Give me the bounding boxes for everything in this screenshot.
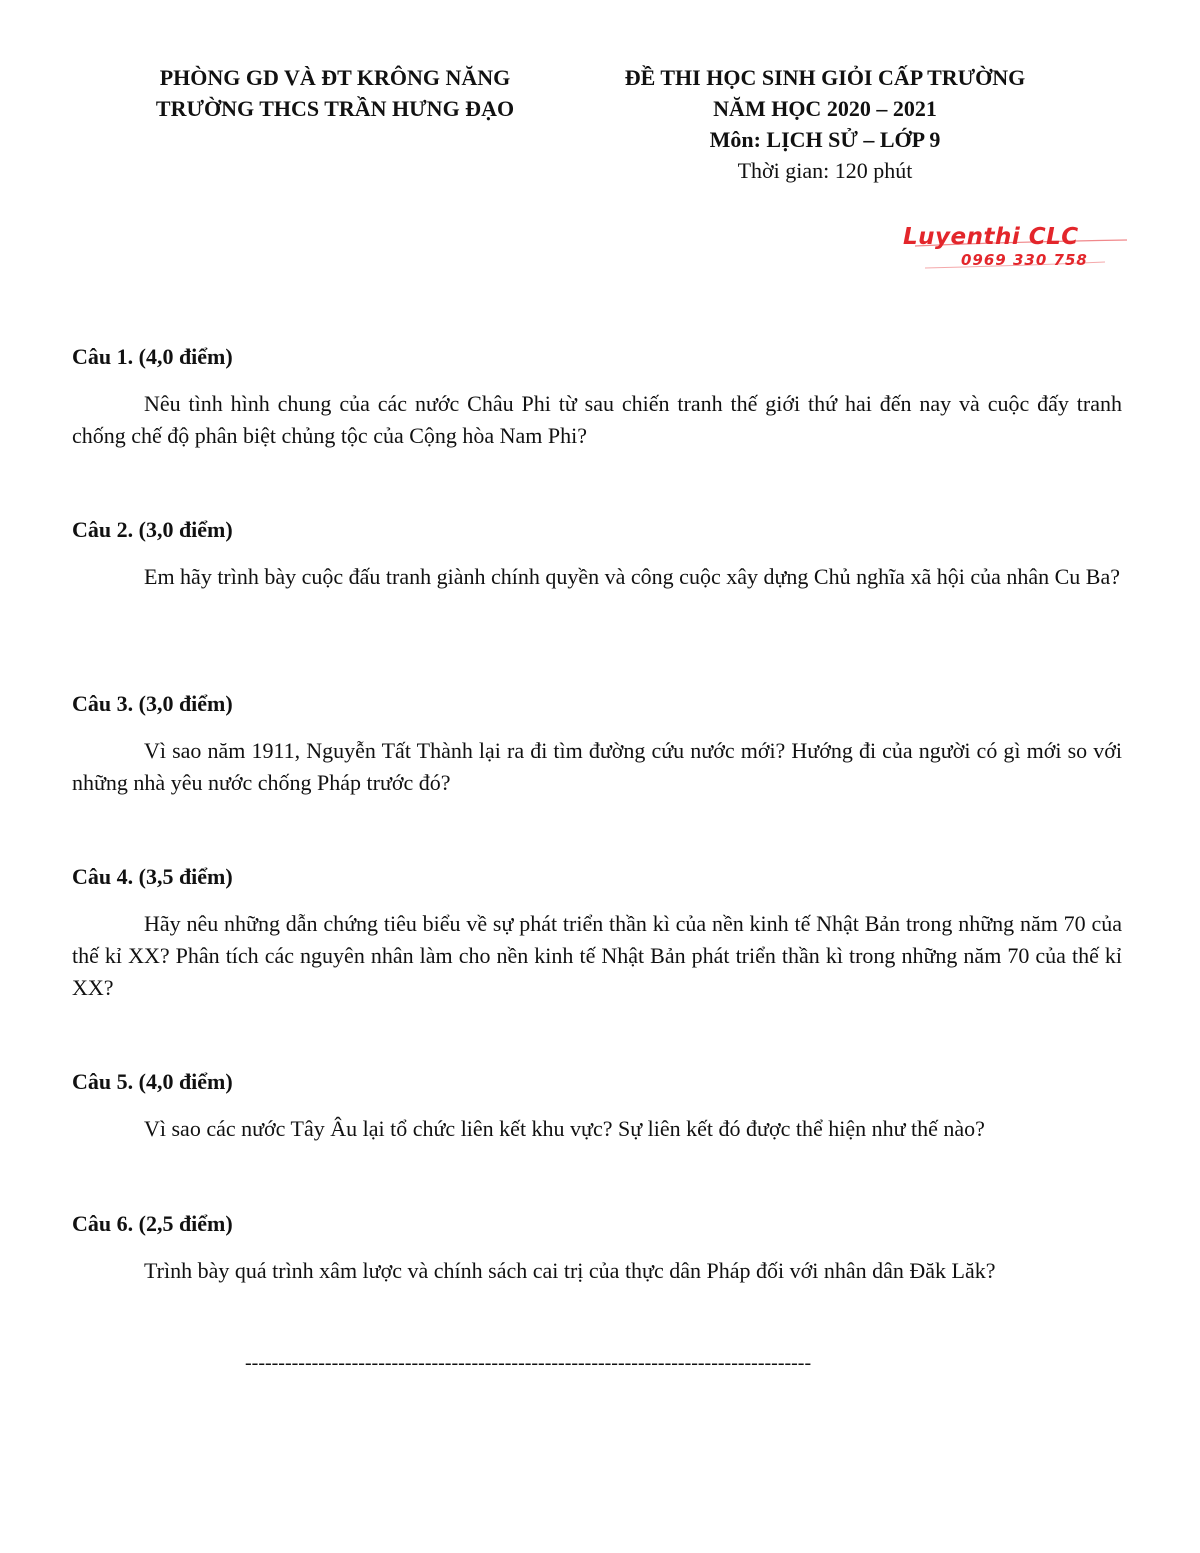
question-title: Câu 5. (4,0 điểm) [72, 1069, 233, 1094]
question-4 [72, 862, 1122, 1004]
question-body: Nêu tình hình chung của các nước Châu Phi từ sau chiến tranh thế giới thứ hai đến nay và cuộc đấy tranh chống chế độ phân biệt chủng tộc của Cộng hòa Nam Phi? [72, 391, 1122, 448]
question-title: Câu 4. (3,5 điểm) [72, 864, 233, 889]
question-title: Câu 6. (2,5 điểm) [72, 1211, 233, 1236]
question-body: Em hãy trình bày cuộc đấu tranh giành chính quyền và công cuộc xây dựng Chủ nghĩa xã hội của nhân Cu Ba? [144, 564, 1120, 589]
question-6 [72, 1209, 1122, 1287]
question-body: Trình bày quá trình xâm lược và chính sách cai trị của thực dân Pháp đối với nhân dân Đăk Lăk? [144, 1258, 996, 1283]
question-title: Câu 1. (4,0 điểm) [72, 344, 233, 369]
exam-subject: Môn: LỊCH SỬ – LỚP 9 [709, 127, 941, 152]
question-body: Hãy nêu những dẫn chứng tiêu biểu về sự phát triển thần kì của nền kinh tế Nhật Bản trong những năm 70 của thế kỉ XX? Phân tích các nguyên nhân làm cho nền kinh tế Nhật Bản phát triển thần kì trong những năm 70 của thế kỉ XX? [72, 911, 1122, 1000]
school-year: NĂM HỌC 2020 – 2021 [713, 96, 937, 121]
question-title: Câu 2. (3,0 điểm) [72, 517, 233, 542]
logo-name: Luyenthi CLC [903, 224, 1079, 250]
logo-phone: 0969 330 758 [961, 251, 1088, 269]
exam-header [570, 62, 1080, 186]
question-5 [72, 1067, 1122, 1145]
end-divider: ------------------------------------------------------------------------------------- [245, 1352, 812, 1374]
exam-duration: Thời gian: 120 phút [737, 158, 913, 183]
exam-title: ĐỀ THI HỌC SINH GIỎI CẤP TRƯỜNG [624, 65, 1026, 90]
school-name: TRƯỜNG THCS TRẦN HƯNG ĐẠO [155, 96, 515, 121]
question-3 [72, 689, 1122, 799]
school-header [90, 62, 580, 124]
question-2 [72, 515, 1122, 593]
department-name: PHÒNG GD VÀ ĐT KRÔNG NĂNG [159, 65, 511, 90]
luyenthi-logo [895, 222, 1135, 272]
question-1 [72, 342, 1122, 452]
question-body: Vì sao các nước Tây Âu lại tổ chức liên kết khu vực? Sự liên kết đó được thể hiện như thế nào? [144, 1116, 985, 1141]
question-body: Vì sao năm 1911, Nguyễn Tất Thành lại ra đi tìm đường cứu nước mới? Hướng đi của người có gì mới so với những nhà yêu nước chống Pháp trước đó? [72, 738, 1122, 795]
question-title: Câu 3. (3,0 điểm) [72, 691, 233, 716]
